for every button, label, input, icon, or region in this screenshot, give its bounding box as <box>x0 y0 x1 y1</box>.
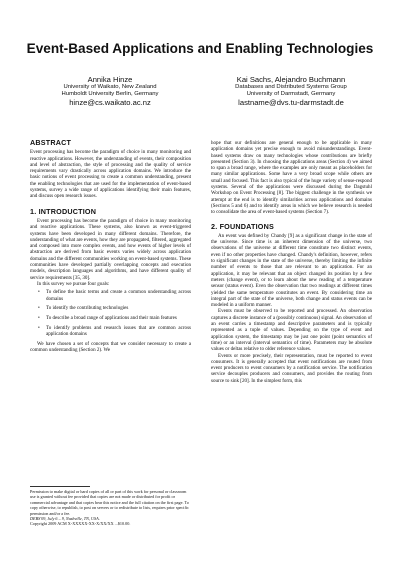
list-item: • To describe a broad range of applications and their main features <box>46 315 191 321</box>
foundations-paragraph-2: Events must be observed to be reported and processed. An observation captures a discrete instance of a (possibly continuous) signal. An observation of an event carries a timestamp and descriptive parameters and is typically represented as a tuple of values. Depending on the type of event and application system, the timestamp may be just one point (point semantics of time) or an interval (interval semantics of time). Parameters may be absolute values or deltas relative to older reference values. <box>211 308 372 353</box>
author-name: Annika Hinze <box>87 75 133 84</box>
footnote-venue: DEBS'09, July 6 – 9, Nashville, TN, USA. <box>30 516 100 522</box>
foundations-paragraph-3: Events or more precisely, their representation, must be reported to event consumers. It is generally accepted that event notifications are routed from event producers to event consumers by a notification service. The notification service decouples producers and consumers, and provides the routing from source to sink [20]. In the simplest form, this <box>211 352 372 384</box>
abstract-heading: ABSTRACT <box>30 138 72 147</box>
intro-paragraph-1: Event processing has become the paradigm of choice in many monitoring and reactive applications. These systems, also known as event-triggered systems have been developed in many different domains. Therefore, the understanding of what are events, how they are propagated, filtered, aggregated and composed into more complex events, and how events of higher levels of abstraction are derived from basic events varies widely across application domains and the different communities working on event-based systems. These communities have developed partially overlapping concepts and execution models, description languages and algorithms, and have different quality of service requirements [35, 30]. <box>30 217 191 281</box>
list-item: • To define the basic terms and create a common understanding across domains <box>46 289 191 302</box>
left-column <box>30 140 191 354</box>
author-affiliation: University of Waikato, New Zealand <box>63 84 157 90</box>
author-affiliation: Humboldt University Berlin, Germany <box>61 91 159 98</box>
list-item: • To identify the contributing technologies <box>46 305 191 311</box>
copyright-footnote <box>30 489 191 527</box>
intro-paragraph-3: We have chosen a set of concepts that we consider necessary to create a common understanding (Section 2). We <box>30 341 191 354</box>
list-item: • To identify problems and research issues that are common across application domains <box>46 325 191 338</box>
foundations-paragraph-1: An event was defined by Chandy [9] as a significant change in the state of the universe. Since time is an inherent dimension of the universe, two observations of the universe at different time constitute two distinct events, even if no other properties have changed. Chandy's definition, however, refers to significant changes in the state of the universe, thereby limiting the infinite number of events to those that are relevant to an application. For an application, it may be relevant that an object changed its position by a few meters (change event), or to learn about the new reading of a temperature sensor (status event). Even the observation that two readings at different times yielded the same temperature constitutes an event. By considering time an integral part of the state of the universe, both change and status events can be modeled in a uniform manner. <box>211 232 372 309</box>
intro-heading: 1. INTRODUCTION <box>30 206 97 216</box>
author-email: lastname@dvs.tu-darmstadt.de <box>238 98 344 108</box>
right-column <box>211 140 372 384</box>
author-block-2 <box>196 75 386 107</box>
author-affiliation: University of Darmstadt, Germany <box>246 91 336 98</box>
author-name: Kai Sachs, Alejandro Buchmann <box>236 75 346 84</box>
foundations-heading: 2. FOUNDATIONS <box>211 221 274 231</box>
footnote-rule <box>30 486 90 487</box>
author-affiliation: Databases and Distributed Systems Group <box>235 84 347 90</box>
abstract-text: Event processing has become the paradigm of choice in many monitoring and reactive applications. However, the understanding of events, their composition and level of abstraction, the style of processing and the quality of service requirements vary drastically across application domains. We introduce the basic notions of event processing to create a common understanding, present the enabling technologies that are used for the implementation of event-based systems, survey a wide range of applications identifying their main features, and discuss open research issues. <box>30 149 191 200</box>
author-block-1 <box>15 75 205 107</box>
intro-paragraph-2: In this survey we pursue four goals: <box>37 280 110 287</box>
footnote-permission: Permission to make digital or hard copies of all or part of this work for personal or classroom use is granted without fee provided that copies are not made or distributed for profit or commercial advantage and that copies bear this notice and the full citation on the first page. To copy otherwise, to republish, to post on servers or to redistribute to lists, requires prior specific permission and/or a fee. <box>30 489 189 516</box>
author-email: hinze@cs.waikato.ac.nz <box>69 98 151 108</box>
goals-list <box>30 289 191 337</box>
footnote-copyright: Copyright 2009 ACM X-XXXXX-XX-X/XX/XX ...$10.00. <box>30 521 131 527</box>
paper-title: Event-Based Applications and Enabling Technologies <box>26 41 374 56</box>
right-paragraph-1: hope that our definitions are general enough to be applicable in many application domains yet precise enough to avoid misunderstandings. Event-based systems draw on many technologies whose contributions are briefly presented (Section 3). In choosing the applications areas (Section 4) we aimed to span a broad range, where the examples are only meant as placeholders for many similar applications. Some have a very broad scope while others are small and focused. This fact is also typical of the huge variety of sense-respond systems. Several of the applications were discussed during the Dagstuhl Workshop on Event Processing [8]. The biggest challenge in the synthesis we attempt at the end is to identify similarities across applications and domains (Sections 5 and 6) and to identify areas in which we believe research is needed to consolidate the area of event-based systems (Section 7). <box>211 140 372 216</box>
